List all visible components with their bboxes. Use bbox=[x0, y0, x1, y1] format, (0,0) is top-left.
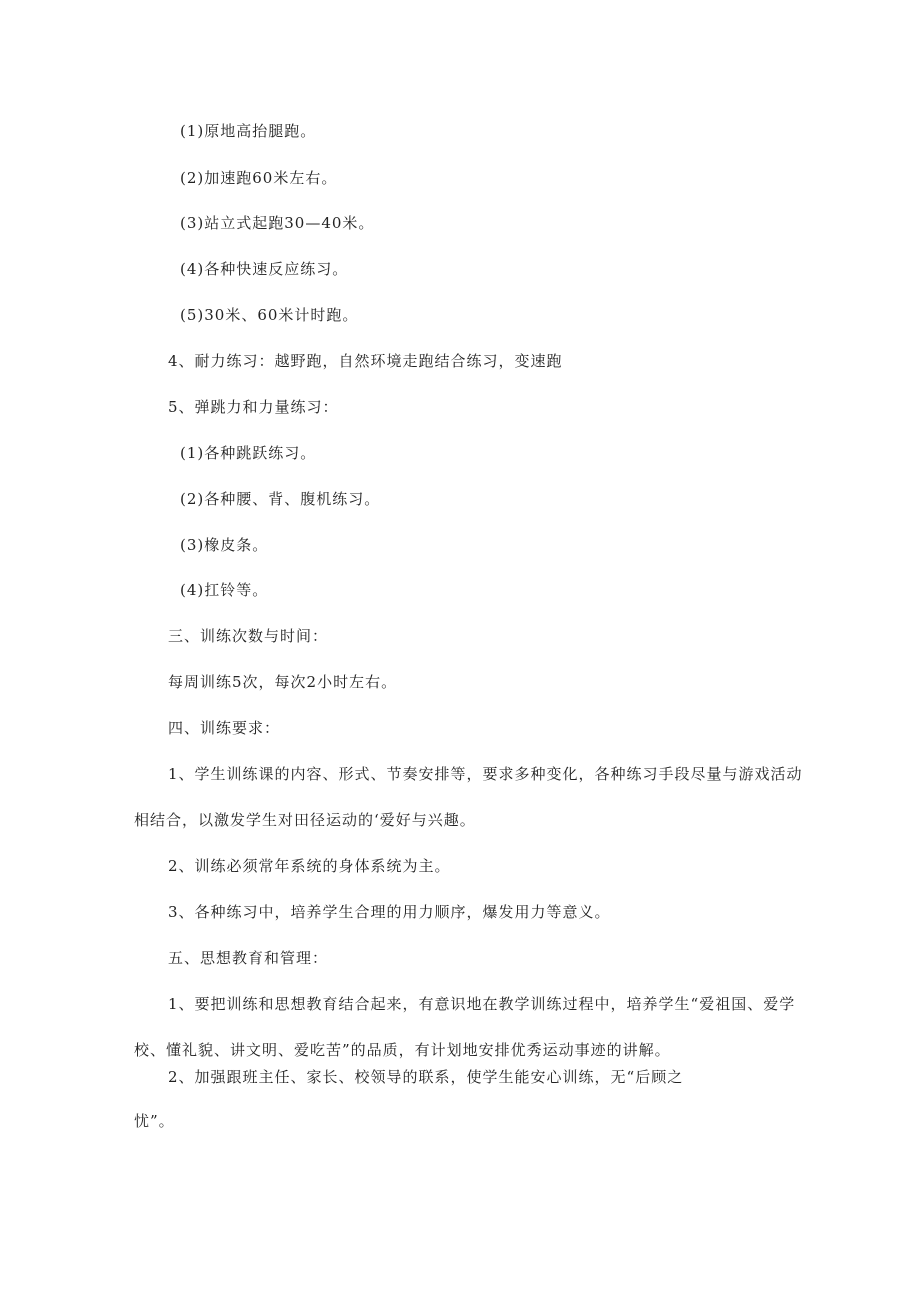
list-item: (3)橡皮条。 bbox=[180, 536, 269, 554]
list-item: (5)30米、60米计时跑。 bbox=[180, 306, 359, 324]
list-item: (4)扛铃等。 bbox=[180, 581, 269, 599]
paragraph-text: 3、各种练习中，培养学生合理的用力顺序，爆发用力等意义。 bbox=[168, 903, 611, 921]
list-item: (2)各种腰、背、腹机练习。 bbox=[180, 490, 381, 508]
section-heading: 三、训练次数与时间： bbox=[168, 627, 329, 645]
paragraph-text: 相结合，以激发学生对田径运动的‘爱好与兴趣。 bbox=[134, 811, 476, 829]
paragraph-text: 2、训练必须常年系统的身体系统为主。 bbox=[168, 857, 451, 875]
paragraph-text: 1、要把训练和思想教育结合起来，有意识地在教学训练过程中，培养学生“爱祖国、爱学 bbox=[168, 995, 796, 1013]
paragraph-text: 4、耐力练习：越野跑，自然环境走跑结合练习，变速跑 bbox=[168, 352, 563, 370]
paragraph-text: 每周训练5次，每次2小时左右。 bbox=[168, 673, 398, 691]
section-heading: 五、思想教育和管理： bbox=[168, 949, 329, 967]
list-item: (3)站立式起跑30—40米。 bbox=[180, 214, 375, 232]
list-item: (2)加速跑60米左右。 bbox=[180, 169, 338, 187]
paragraph-text: 1、学生训练课的内容、形式、节奏安排等，要求多种变化，各种练习手段尽量与游戏活动 bbox=[168, 765, 803, 783]
section-heading: 四、训练要求： bbox=[168, 719, 281, 737]
paragraph-text: 忧”。 bbox=[134, 1112, 175, 1130]
paragraph-text: 校、懂礼貌、讲文明、爱吃苦”的品质，有计划地安排优秀运动事迹的讲解。 bbox=[134, 1041, 671, 1059]
list-item: (1)各种跳跃练习。 bbox=[180, 444, 317, 462]
paragraph-text: 2、加强跟班主任、家长、校领导的联系，使学生能安心训练，无“后顾之 bbox=[168, 1068, 684, 1086]
list-item: (4)各种快速反应练习。 bbox=[180, 260, 349, 278]
list-item: (1)原地高抬腿跑。 bbox=[180, 122, 317, 140]
paragraph-text: 5、弹跳力和力量练习： bbox=[168, 398, 339, 416]
